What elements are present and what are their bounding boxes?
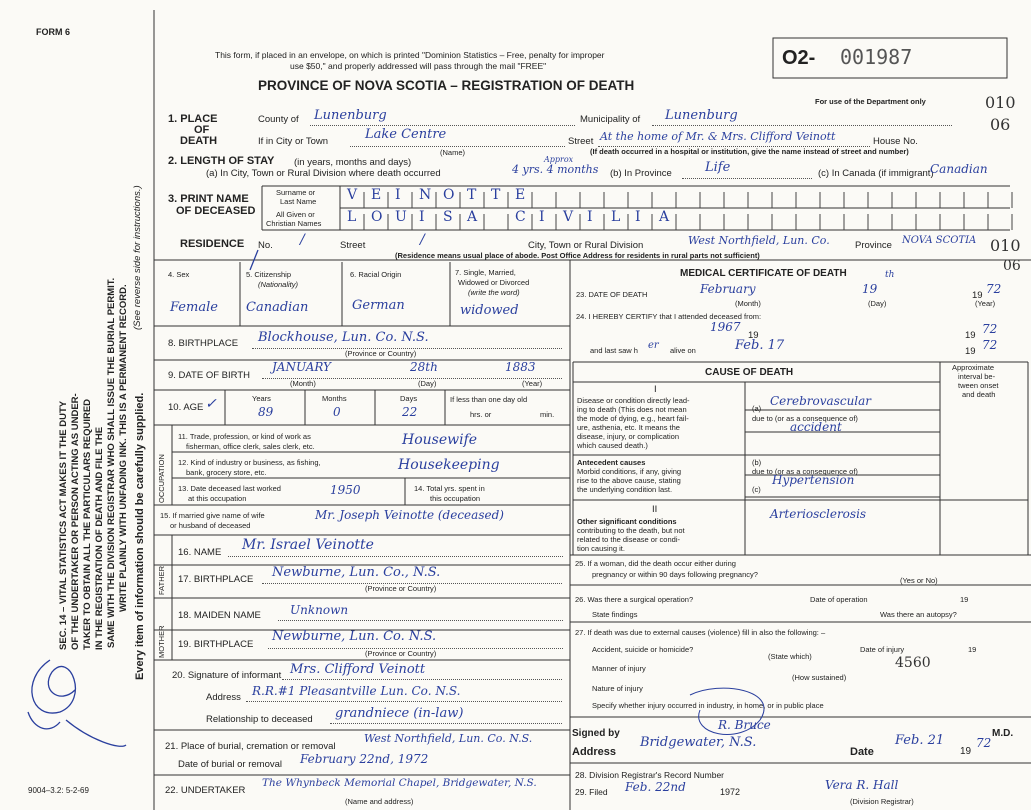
due-to-1-value[interactable]: accident: [790, 420, 842, 434]
given-letter: S: [443, 209, 453, 225]
age-check-mark: ✓: [205, 396, 217, 412]
place-label-2: OF: [194, 124, 210, 136]
city-value[interactable]: Lake Centre: [365, 127, 447, 142]
operation-year-prefix: 19: [960, 595, 969, 604]
signed-by-label: Signed by: [572, 728, 620, 739]
section-mother: MOTHER: [157, 625, 166, 658]
side-write-plainly: WRITE PLAINLY WITH UNFADING INK. THIS IS A PERMANENT RECORD.: [118, 284, 129, 612]
filed-date[interactable]: Feb. 22nd: [625, 780, 686, 794]
street-value[interactable]: At the home of Mr. & Mrs. Clifford Veinott: [600, 130, 836, 143]
marital-value[interactable]: widowed: [460, 303, 519, 318]
stay-unit: (in years, months and days): [294, 157, 412, 168]
form-title: PROVINCE OF NOVA SCOTIA – REGISTRATION OF DEATH: [258, 78, 635, 93]
given-letter: V: [563, 209, 574, 225]
given-letter: A: [659, 209, 670, 225]
hospital-note: (If death occurred in a hospital or institution, give the name instead of street and number): [590, 147, 909, 156]
given-letter: C: [515, 209, 526, 225]
form-number: FORM 6: [36, 27, 71, 37]
stay-a-value[interactable]: 4 yrs. 4 months: [512, 163, 599, 176]
section-father: FATHER: [157, 565, 166, 595]
other-conditions-2: contributing to the death, but not: [577, 526, 685, 535]
industry-label-2: bank, grocery store, etc.: [186, 468, 267, 477]
age-days[interactable]: 22: [402, 405, 418, 419]
mother-maiden-value[interactable]: Unknown: [290, 603, 349, 617]
stamp-number: 4560: [895, 655, 931, 671]
given-letter: L: [347, 209, 357, 225]
city-label: If in City or Town: [258, 136, 329, 147]
stay-b-label: (b) In Province: [610, 168, 672, 179]
death-year-prefix: 19: [972, 290, 983, 301]
years-spent-label-2: this occupation: [430, 494, 481, 503]
direct-cause-4: ure, asthenia, etc. It means the: [577, 423, 680, 432]
trade-label-1: 11. Trade, profession, or kind of work as: [178, 432, 311, 441]
surname-label-2: Last Name: [280, 197, 317, 206]
dept-code-3: 010: [990, 236, 1021, 255]
how-sustained-label: (How sustained): [792, 673, 847, 682]
attended-to[interactable]: 72: [982, 322, 998, 336]
q25-line-1: 25. If a woman, did the death occur either during: [575, 559, 736, 568]
cause-a-label: (a): [752, 404, 762, 413]
dept-code-1: 010: [985, 93, 1016, 112]
antecedent-2: Morbid conditions, if any, giving: [577, 467, 682, 476]
citizenship-label-2: (Nationality): [258, 280, 299, 289]
interval-label-3: tween onset: [958, 381, 999, 390]
death-day-suffix: th: [885, 270, 895, 280]
stay-a-note: Approx: [544, 155, 574, 164]
informant-address[interactable]: R.R.#1 Pleasantville Lun. Co. N.S.: [252, 684, 461, 698]
due-to-2: due to (or as a consequence of): [752, 467, 858, 476]
given-letter: I: [587, 209, 593, 225]
surname-letter: I: [395, 187, 401, 203]
informant-signature[interactable]: Mrs. Clifford Veinott: [290, 662, 426, 677]
q28-label: 28. Division Registrar's Record Number: [575, 770, 725, 780]
mother-birthplace-note: (Province or Country): [365, 649, 437, 658]
sign-year-prefix: 19: [960, 746, 972, 757]
age-min-label: min.: [540, 410, 555, 419]
roman-one: I: [654, 384, 657, 395]
md-label: M.D.: [992, 728, 1014, 739]
q26-label: 26. Was there a surgical operation?: [575, 595, 694, 604]
informant-sig-label: 20. Signature of informant: [172, 670, 282, 681]
age-months-label: Months: [322, 394, 347, 403]
mail-notice-line-1: This form, if placed in an envelope, on which is printed "Dominion Statistics – Free, penalty for improper: [215, 50, 605, 60]
residence-street-value[interactable]: /: [420, 232, 425, 248]
other-conditions-4: tion causing it.: [577, 544, 625, 553]
dob-month[interactable]: JANUARY: [272, 360, 331, 374]
sign-date-label: Date: [850, 746, 874, 758]
cause-a-value[interactable]: Cerebrovascular: [770, 394, 872, 408]
undertaker-value[interactable]: The Whynbeck Memorial Chapel, Bridgewater, N.S.: [262, 777, 537, 789]
cause-title: CAUSE OF DEATH: [705, 367, 794, 378]
residence-street-label: Street: [340, 240, 366, 251]
surname-letter: T: [467, 187, 477, 203]
given-letter: O: [371, 209, 383, 225]
burial-place-label: 21. Place of burial, cremation or removal: [165, 741, 336, 752]
dept-use-label: For use of the Department only: [815, 97, 926, 106]
side-sec-line-4: IN THE REGISTRATION OF DEATH AND FILE THE: [94, 426, 105, 650]
father-birthplace-label: 17. BIRTHPLACE: [178, 574, 254, 585]
residence-province-label: Province: [855, 240, 892, 251]
dob-year[interactable]: 1883: [505, 360, 536, 374]
last-worked-label-2: at this occupation: [188, 494, 247, 503]
undertaker-label: 22. UNDERTAKER: [165, 785, 246, 796]
birthplace-label: 8. BIRTHPLACE: [168, 338, 239, 349]
given-letter: I: [635, 209, 641, 225]
direct-cause-1: Disease or condition directly lead-: [577, 396, 690, 405]
direct-cause-6: which caused death.): [577, 441, 648, 450]
mail-notice-line-2: use $50," and properly addressed will pass through the mail "FREE": [290, 61, 547, 71]
attended-from-year-prefix: 19: [748, 330, 759, 341]
filed-year: 1972: [720, 787, 741, 797]
municipality-value[interactable]: Lunenburg: [665, 108, 738, 123]
burial-date-value[interactable]: February 22nd, 1972: [300, 752, 429, 766]
age-years-label: Years: [252, 394, 271, 403]
dob-year-label: (Year): [522, 379, 543, 388]
reg-prefix: O2-: [782, 47, 816, 69]
dob-label: 9. DATE OF BIRTH: [168, 370, 250, 381]
father-name-value[interactable]: Mr. Israel Veinotte: [242, 537, 374, 553]
injury-date-label: Date of injury: [860, 645, 905, 654]
spouse-label-1: 15. If married give name of wife: [160, 511, 265, 520]
relationship-value[interactable]: grandniece (in-law): [335, 706, 464, 721]
due-to-1: due to (or as a consequence of): [752, 414, 858, 423]
racial-label: 6. Racial Origin: [350, 270, 402, 279]
mother-birthplace-value[interactable]: Newburne, Lun. Co. N.S.: [272, 629, 437, 644]
direct-cause-2: ing to death (This does not mean: [577, 405, 687, 414]
state-which-label: (State which): [768, 652, 812, 661]
last-saw-sex: er: [648, 340, 659, 351]
given-letter: I: [419, 209, 425, 225]
stay-a-label: (a) In City, Town or Rural Division where death occurred: [206, 168, 441, 179]
other-conditions-3: related to the disease or condi-: [577, 535, 680, 544]
industry-label-1: 12. Kind of industry or business, as fishing,: [178, 458, 321, 467]
alive-on-label: alive on: [670, 346, 696, 355]
residence-no-label: No.: [258, 240, 273, 251]
informant-address-label: Address: [206, 692, 241, 703]
death-year[interactable]: 72: [986, 282, 1002, 296]
antecedent-3: rise to the above cause, stating: [577, 476, 681, 485]
q25-yes-no: (Yes or No): [900, 576, 938, 585]
burial-date-label: Date of burial or removal: [178, 759, 283, 770]
death-date-label: 23. DATE OF DEATH: [576, 290, 648, 299]
direct-cause-3: the mode of dying, e.g., heart fail-: [577, 414, 689, 423]
interval-label-1: Approximate: [952, 363, 995, 372]
house-no-label: House No.: [873, 136, 918, 147]
antecedent-1: Antecedent causes: [577, 458, 646, 467]
surname-letter: E: [371, 187, 382, 203]
father-birthplace-value[interactable]: Newburne, Lun. Co., N.S.: [272, 565, 441, 580]
other-conditions-value[interactable]: Arteriosclerosis: [770, 507, 867, 521]
side-sec-line-1: SEC. 14 – VITAL STATISTICS ACT MAKES IT THE DUTY: [58, 400, 69, 650]
racial-value[interactable]: German: [352, 298, 405, 313]
sex-value[interactable]: Female: [170, 300, 218, 315]
trade-value[interactable]: Housewife: [402, 432, 478, 448]
given-label-2: Christian Names: [266, 219, 322, 228]
dept-code-4: 06: [1003, 258, 1021, 274]
q25-line-2: pregnancy or within 90 days following pregnancy?: [592, 570, 758, 579]
residence-city-label: City, Town or Rural Division: [528, 240, 644, 251]
interval-label-4: and death: [962, 390, 996, 399]
surname-letter: N: [419, 187, 432, 203]
last-saw-year[interactable]: 72: [982, 338, 998, 352]
stay-c-label: (c) In Canada (if immigrant): [818, 168, 934, 179]
interval-label-2: interval be-: [958, 372, 996, 381]
dob-month-label: (Month): [290, 379, 316, 388]
marital-label-3: (write the word): [468, 288, 520, 297]
side-sec-line-2: OF THE UNDERTAKER OR PERSON ACTING AS UNDER-: [70, 393, 81, 650]
side-reverse-note: (See reverse side for instructions.): [132, 185, 143, 330]
last-saw-year-prefix: 19: [965, 346, 976, 357]
nature-label: Nature of injury: [592, 684, 643, 693]
registration-number: 001987: [840, 45, 913, 69]
autopsy-label: Was there an autopsy?: [880, 610, 957, 619]
signed-by-value[interactable]: R. Bruce: [718, 718, 771, 732]
place-label-3: DEATH: [180, 135, 218, 147]
name-label-1: 3. PRINT NAME: [168, 193, 249, 205]
injury-year-prefix: 19: [968, 645, 977, 654]
specify-label: Specify whether injury occurred in industry, in home, or in public place: [592, 701, 824, 710]
cause-c-label: (c): [752, 485, 761, 494]
given-letter: I: [539, 209, 545, 225]
last-saw-date[interactable]: Feb. 17: [735, 338, 785, 353]
cause-c-value[interactable]: Hypertension: [772, 473, 855, 487]
roman-two: II: [652, 504, 658, 515]
county-label: County of: [258, 114, 299, 125]
given-letter: U: [395, 209, 407, 225]
doctor-address-value[interactable]: Bridgewater, N.S.: [640, 735, 757, 750]
death-month[interactable]: February: [700, 282, 756, 296]
manner-label: Manner of injury: [592, 664, 646, 673]
operation-date-label: Date of operation: [810, 595, 868, 604]
side-sec-line-5: SAME WITH THE DIVISION REGISTRAR WHO SHALL ISSUE THE BURIAL PERMIT.: [106, 277, 117, 648]
side-every-item: Every item of information should be carefully supplied.: [134, 392, 146, 680]
dob-day[interactable]: 28th: [410, 360, 438, 374]
footer-code: 9004–3.2: 5-2-69: [28, 786, 89, 795]
antecedent-4: the underlying condition last.: [577, 485, 673, 494]
registrar-signature[interactable]: Vera R. Hall: [825, 778, 899, 792]
age-days-label: Days: [400, 394, 418, 403]
residence-city-value[interactable]: West Northfield, Lun. Co.: [688, 234, 830, 247]
undertaker-note: (Name and address): [345, 797, 414, 806]
sign-date-value[interactable]: Feb. 21: [895, 733, 945, 748]
other-conditions-1: Other significant conditions: [577, 517, 677, 526]
attended-from[interactable]: 1967: [710, 320, 741, 334]
registrar-label: (Division Registrar): [850, 797, 914, 806]
father-name-label: 16. NAME: [178, 547, 222, 558]
stay-label: 2. LENGTH OF STAY: [168, 155, 275, 167]
municipality-label: Municipality of: [580, 114, 641, 125]
given-label-1: All Given or: [276, 210, 315, 219]
surname-label-1: Surname or: [276, 188, 316, 197]
sign-year[interactable]: 72: [976, 736, 992, 750]
death-day-label: (Day): [868, 299, 887, 308]
stay-b-value[interactable]: Life: [705, 160, 731, 175]
age-less-label: If less than one day old: [450, 395, 528, 404]
citizenship-value[interactable]: Canadian: [246, 300, 309, 315]
sex-label: 4. Sex: [168, 270, 190, 279]
trade-label-2: fisherman, office clerk, sales clerk, etc.: [186, 442, 315, 451]
direct-cause-5: disease, injury, or complication: [577, 432, 679, 441]
age-hrs-label: hrs. or: [470, 410, 492, 419]
mother-birthplace-label: 19. BIRTHPLACE: [178, 639, 254, 650]
age-years[interactable]: 89: [258, 405, 274, 419]
marital-label-2: Widowed or Divorced: [458, 278, 530, 287]
dob-day-label: (Day): [418, 379, 437, 388]
name-label-2: OF DECEASED: [176, 205, 256, 217]
last-worked-value[interactable]: 1950: [330, 483, 361, 497]
state-findings-label: State findings: [592, 610, 638, 619]
surname-letter: T: [491, 187, 501, 203]
given-letter: L: [611, 209, 621, 225]
age-label: 10. AGE: [168, 402, 204, 413]
surname-letter: V: [347, 187, 358, 203]
last-saw-label: and last saw h: [590, 346, 638, 355]
dept-code-2: 06: [990, 115, 1011, 134]
age-months[interactable]: 0: [333, 405, 341, 419]
q27-label: 27. If death was due to external causes (violence) fill in also the following: –: [575, 628, 826, 637]
surname-letter: E: [515, 187, 526, 203]
spouse-value[interactable]: Mr. Joseph Veinotte (deceased): [315, 508, 504, 522]
burial-place-value[interactable]: West Northfield, Lun. Co. N.S.: [364, 732, 533, 745]
city-name-label: (Name): [440, 148, 466, 157]
death-month-label: (Month): [735, 299, 761, 308]
father-birthplace-note: (Province or Country): [365, 584, 437, 593]
residence-label: RESIDENCE: [180, 238, 245, 250]
stay-c-value[interactable]: Canadian: [930, 162, 988, 176]
place-label-1: 1. PLACE: [168, 113, 218, 125]
years-spent-label-1: 14. Total yrs. spent in: [414, 484, 485, 493]
industry-value[interactable]: Housekeeping: [398, 457, 500, 473]
last-worked-label-1: 13. Date deceased last worked: [178, 484, 281, 493]
birthplace-note: (Province or Country): [345, 349, 417, 358]
birthplace-value[interactable]: Blockhouse, Lun. Co. N.S.: [258, 330, 429, 345]
death-day[interactable]: 19: [862, 282, 878, 296]
residence-note: (Residence means usual place of abode. Post Office Address for residents in rural parts not sufficient): [395, 251, 760, 260]
attended-to-year-prefix: 19: [965, 330, 976, 341]
residence-no-value[interactable]: /: [300, 232, 305, 248]
certify-label: 24. I HEREBY CERTIFY that I attended deceased from:: [576, 312, 762, 321]
accident-label: Accident, suicide or homicide?: [592, 645, 694, 654]
mother-maiden-label: 18. MAIDEN NAME: [178, 610, 261, 621]
q29-label: 29. Filed: [575, 787, 608, 797]
street-label: Street: [568, 136, 594, 147]
given-letter: A: [467, 209, 478, 225]
cause-b-label: (b): [752, 458, 762, 467]
side-sec-line-3: TAKER TO OBTAIN ALL THE PARTICULARS REQUIRED: [82, 398, 93, 650]
county-value[interactable]: Lunenburg: [314, 108, 387, 123]
residence-province-value[interactable]: NOVA SCOTIA: [902, 235, 977, 246]
surname-letter: O: [443, 187, 455, 203]
doctor-address-label: Address: [572, 746, 617, 758]
spouse-label-2: or husband of deceased: [170, 521, 251, 530]
medical-title: MEDICAL CERTIFICATE OF DEATH: [680, 268, 847, 279]
section-occupation: OCCUPATION: [157, 454, 166, 503]
citizenship-label-1: 5. Citizenship: [246, 270, 292, 279]
relationship-label: Relationship to deceased: [206, 714, 313, 725]
marital-label-1: 7. Single, Married,: [455, 268, 516, 277]
death-year-label: (Year): [975, 299, 996, 308]
